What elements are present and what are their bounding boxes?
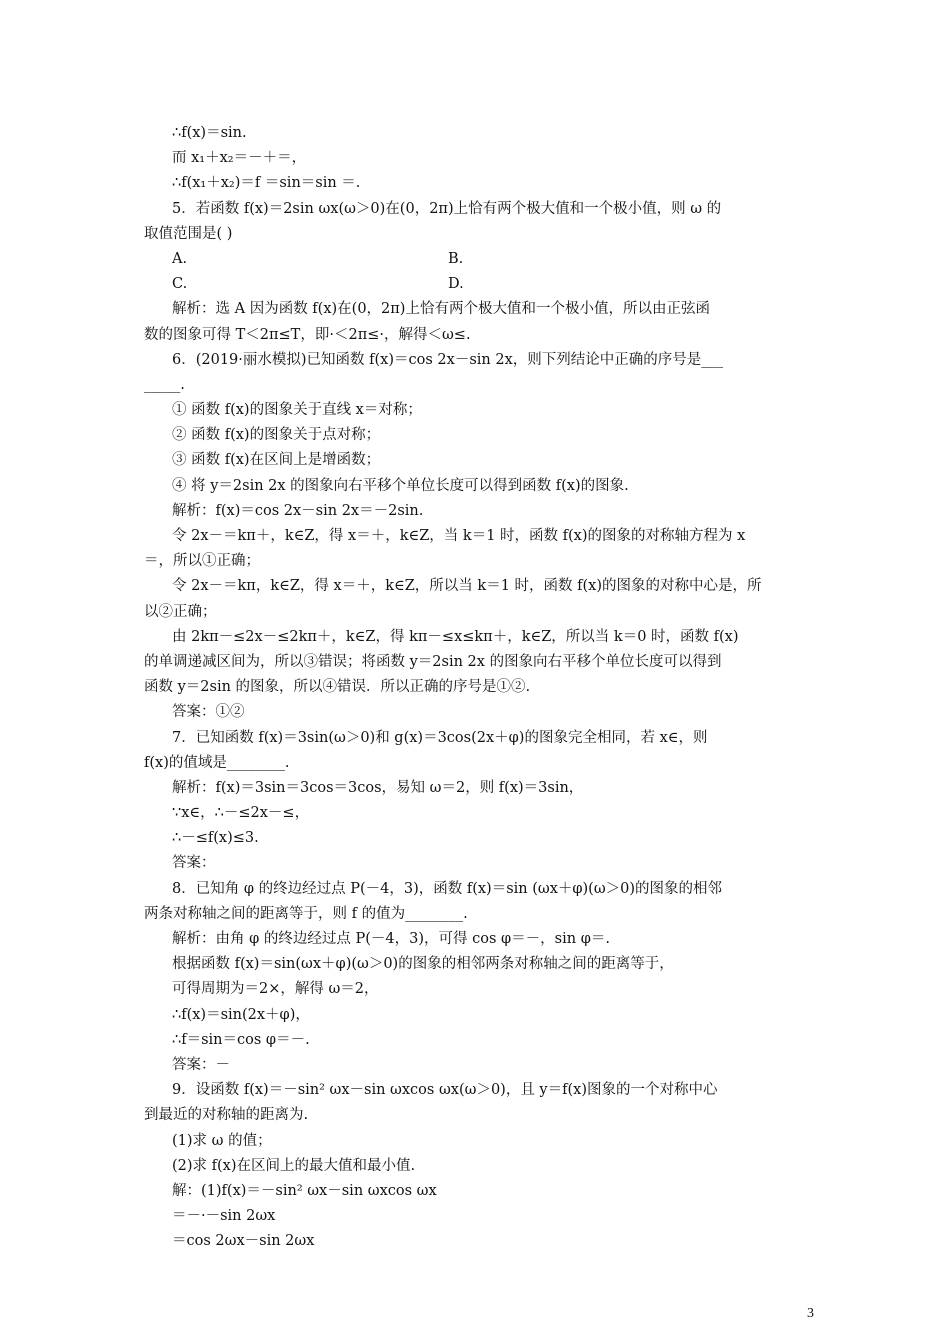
statement-1: ① 函数 f(x)的图象关于直线 x＝对称； bbox=[172, 402, 422, 419]
solution-line: 令 2x－＝kπ，k∈Z，得 x＝＋，k∈Z，所以当 k＝1 时，函数 f(x)的图象的对称中心是，所 bbox=[172, 578, 762, 595]
question-5-stem-cont: 取值范围是( ) bbox=[144, 225, 233, 242]
text-line: ∴f(x)＝sin. bbox=[172, 125, 247, 141]
solution-line-cont: 数的图象可得 T＜2π≤T，即·＜2π≤·，解得＜ω≤. bbox=[144, 326, 471, 343]
solution-line-cont: 以②正确； bbox=[144, 603, 217, 620]
option-d: D. bbox=[448, 276, 464, 293]
option-a: A. bbox=[172, 250, 188, 267]
answer-line: 答案：－ bbox=[172, 1056, 230, 1073]
solution-line: 令 2x－＝kπ＋，k∈Z，得 x＝＋，k∈Z，当 k＝1 时，函数 f(x)的图象的对称轴方程为 x bbox=[172, 528, 746, 544]
sub-question-1: (1)求 ω 的值； bbox=[172, 1132, 272, 1149]
sub-question-2: (2)求 f(x)在区间上的最大值和最小值. bbox=[172, 1157, 416, 1174]
question-9-stem: 9．设函数 f(x)＝－sin² ωx－sin ωxcos ωx(ω＞0)，且 y＝f(x)图象的一个对称中心 bbox=[172, 1082, 718, 1099]
solution-line: ∴f＝sin＝cos φ＝－. bbox=[172, 1031, 310, 1048]
text-line: 而 x₁＋x₂＝－＋＝， bbox=[172, 150, 307, 167]
solution-line: 解析：f(x)＝3sin＝3cos＝3cos，易知 ω＝2，则 f(x)＝3sin， bbox=[172, 779, 584, 796]
question-5-options-ab bbox=[172, 247, 812, 272]
text-line: ∴f(x₁＋x₂)＝f ＝sin＝sin ＝. bbox=[172, 175, 361, 192]
answer-line: 答案： bbox=[172, 855, 216, 872]
question-5-stem: 5．若函数 f(x)＝2sin ωx(ω＞0)在(0，2π)上恰有两个极大值和一个极小值，则 ω 的 bbox=[172, 200, 722, 217]
page-number: 3 bbox=[807, 1306, 814, 1321]
question-8-stem: 8．已知角 φ 的终边经过点 P(－4，3)，函数 f(x)＝sin (ωx＋φ)(ω＞0)的图象的相邻 bbox=[172, 880, 723, 897]
statement-3: ③ 函数 f(x)在区间上是增函数； bbox=[172, 452, 381, 469]
statement-4: ④ 将 y＝2sin 2x 的图象向右平移个单位长度可以得到函数 f(x)的图象. bbox=[172, 477, 629, 494]
solution-line: 由 2kπ－≤2x－≤2kπ＋，k∈Z，得 kπ－≤x≤kπ＋，k∈Z，所以当 k＝0 时，函数 f(x) bbox=[172, 628, 739, 645]
solution-line-cont: ＝，所以①正确； bbox=[144, 553, 260, 570]
solution-line: ∴－≤f(x)≤3. bbox=[172, 830, 259, 847]
solution-line: 解析：由角 φ 的终边经过点 P(－4，3)，可得 cos φ＝－，sin φ＝. bbox=[172, 931, 610, 947]
question-5-options-cd bbox=[172, 272, 812, 297]
page-content bbox=[144, 121, 812, 1254]
statement-2: ② 函数 f(x)的图象关于点对称； bbox=[172, 427, 381, 444]
solution-line-cont: 函数 y＝2sin 的图象，所以④错误．所以正确的序号是①②. bbox=[144, 679, 531, 696]
question-9-stem-cont: 到最近的对称轴的距离为. bbox=[144, 1107, 309, 1124]
question-8-stem-cont: 两条对称轴之间的距离等于，则 f 的值为________. bbox=[144, 905, 468, 922]
solution-line: ＝cos 2ωx－sin 2ωx bbox=[172, 1233, 315, 1250]
solution-line: ＝－·－sin 2ωx bbox=[172, 1208, 276, 1225]
solution-line: ∵x∈，∴－≤2x－≤， bbox=[172, 805, 310, 822]
solution-line: ∴f(x)＝sin(2x＋φ)， bbox=[172, 1006, 310, 1023]
answer-line: 答案：①② bbox=[172, 704, 245, 721]
solution-line: 可得周期为＝2×，解得 ω＝2， bbox=[172, 981, 379, 998]
solution-line: 解：(1)f(x)＝－sin² ωx－sin ωxcos ωx bbox=[172, 1182, 437, 1199]
solution-line: 解析：选 A 因为函数 f(x)在(0，2π)上恰有两个极大值和一个极小值，所以由正弦函 bbox=[172, 301, 710, 318]
question-6-stem: 6．(2019·丽水模拟)已知函数 f(x)＝cos 2x－sin 2x，则下列结论中正确的序号是___ bbox=[172, 351, 723, 368]
solution-line: 根据函数 f(x)＝sin(ωx＋φ)(ω＞0)的图象的相邻两条对称轴之间的距离等于， bbox=[172, 956, 674, 973]
question-7-stem: 7．已知函数 f(x)＝3sin(ω＞0)和 g(x)＝3cos(2x＋φ)的图象完全相同，若 x∈，则 bbox=[172, 729, 708, 746]
question-6-stem-cont: _____. bbox=[144, 376, 185, 393]
solution-line: 解析：f(x)＝cos 2x－sin 2x＝－2sin. bbox=[172, 502, 424, 519]
option-c: C. bbox=[172, 276, 188, 293]
solution-line-cont: 的单调递减区间为，所以③错误；将函数 y＝2sin 2x 的图象向右平移个单位长度可以得到 bbox=[144, 653, 722, 670]
option-b: B. bbox=[448, 250, 464, 267]
question-7-stem-cont: f(x)的值域是________. bbox=[144, 754, 290, 771]
